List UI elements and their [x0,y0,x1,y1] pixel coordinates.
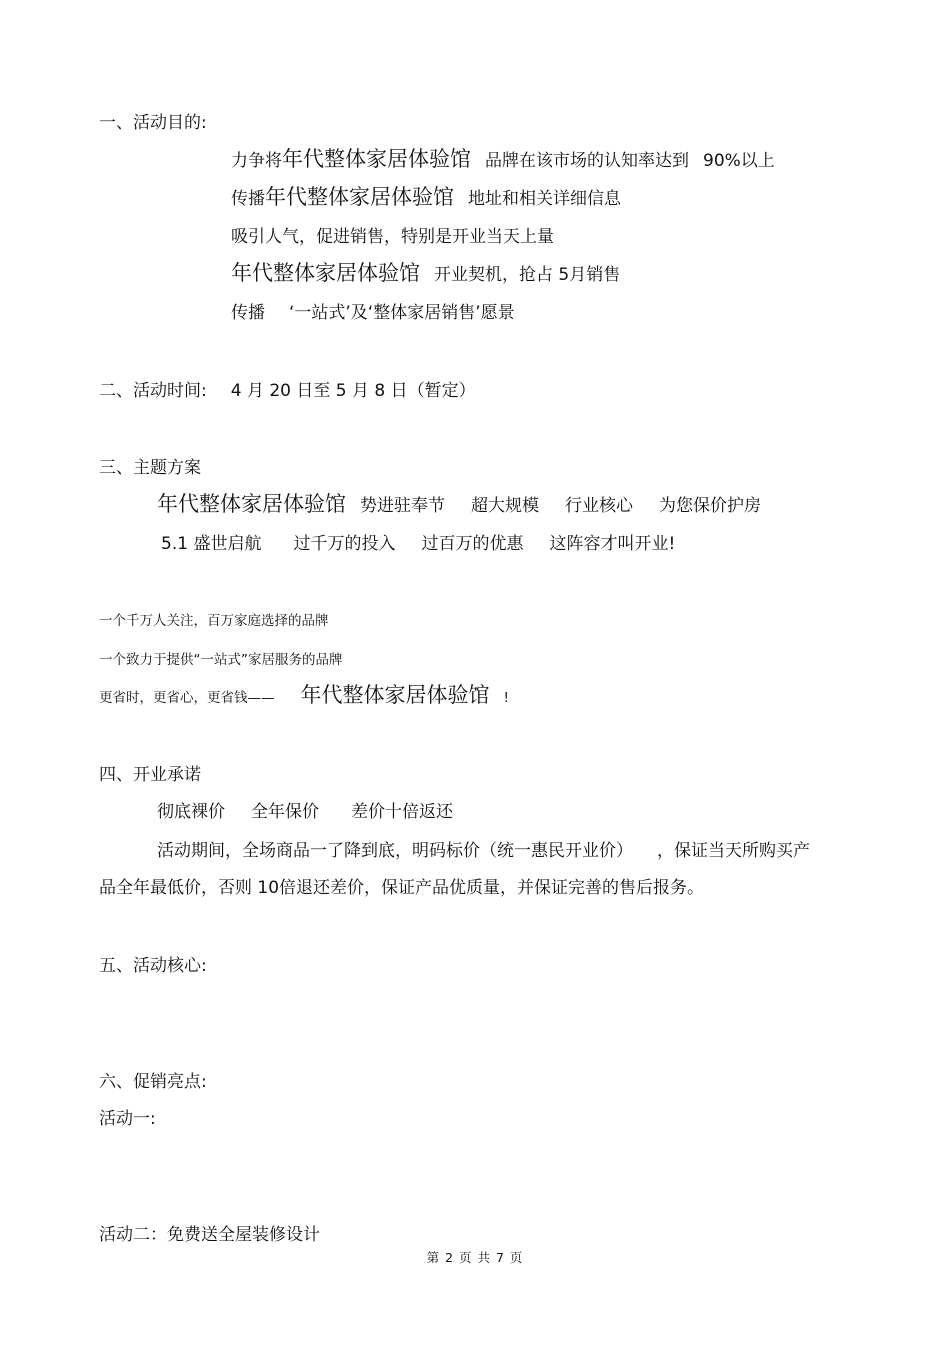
goal-item-1 [231,148,775,172]
theme2-part-3: 过百万的优惠 [421,534,524,554]
promise-2: 全年保价 [251,802,319,822]
section5-heading: 五、活动核心: [99,956,207,976]
section3-heading: 三、主题方案 [99,458,201,478]
theme-part-3: 行业核心 [565,496,633,516]
theme-part-4: 为您保价护房 [659,496,761,516]
goal-1-prefix: 力争将 [231,151,282,171]
goal-4-brand: 年代整体家居体验馆 [231,261,420,285]
promise-1: 彻底裸价 [157,802,225,822]
slogan-2: 一个致力于提供“一站式”家居服务的品牌 [99,652,343,668]
slogan-1: 一个千万人关注，百万家庭选择的品牌 [99,613,329,629]
section6-heading: 六、促销亮点: [99,1072,207,1092]
theme2-part-2: 过千万的投入 [293,534,396,554]
goal-5-prefix: 传播 [231,303,265,323]
goal-item-3: 吸引人气，促进销售，特别是开业当天上量 [231,227,554,247]
goal-item-2 [231,186,621,210]
promise-3: 差价十倍返还 [351,802,453,822]
goal-item-5 [231,302,515,324]
goal-1-text: 品牌在该市场的认知率达到 [485,151,689,171]
section1-heading: 一、活动目的: [99,113,207,133]
goal-1-brand: 年代整体家居体验馆 [282,147,471,171]
page-number: 第 2 页 共 7 页 [426,1250,524,1265]
theme-brand: 年代整体家居体验馆 [157,492,346,516]
theme2-part-1: 5.1 盛世启航 [161,534,262,554]
promise-para-1b: ，保证当天所购买产 [657,841,810,861]
activity-2: 活动二：免费送全屋装修设计 [99,1225,320,1245]
promise-para-1a: 活动期间，全场商品一了降到底，明码标价（统一惠民开业价） [157,841,633,861]
section4-heading: 四、开业承诺 [99,765,201,785]
activity-dates: 4 月 20 日至 5 月 8 日（暂定） [230,381,476,401]
promise-list [157,801,453,823]
theme-line-1 [157,493,761,517]
goal-2-prefix: 传播 [231,189,265,209]
goal-5-text: ‘一站式’及‘整体家居销售’愿景 [289,303,515,323]
slogan-3 [99,684,509,709]
theme2-part-4: 这阵容才叫开业! [549,534,676,554]
goal-2-text: 地址和相关详细信息 [468,189,621,209]
theme-line-2 [161,533,675,555]
goal-4-text: 开业契机，抢占 5月销售 [434,265,621,285]
goal-2-brand: 年代整体家居体验馆 [265,185,454,209]
slogan-3-prefix: 更省时，更省心，更省钱—— [99,690,275,706]
theme-part-1: 势进驻奉节 [360,496,445,516]
theme-part-2: 超大规模 [471,496,539,516]
promise-paragraph-line-2: 品全年最低价，否则 10倍退还差价，保证产品优质量，并保证完善的售后报务。 [99,878,705,898]
activity-1: 活动一: [99,1109,156,1129]
goal-1-percent: 90%以上 [703,151,775,171]
section2-row [99,380,476,402]
goal-item-4 [231,262,620,286]
slogan-3-suffix: ! [503,690,509,706]
slogan-3-brand: 年代整体家居体验馆 [300,683,490,707]
section2-heading: 二、活动时间: [99,381,207,401]
promise-paragraph-line-1 [157,840,810,862]
